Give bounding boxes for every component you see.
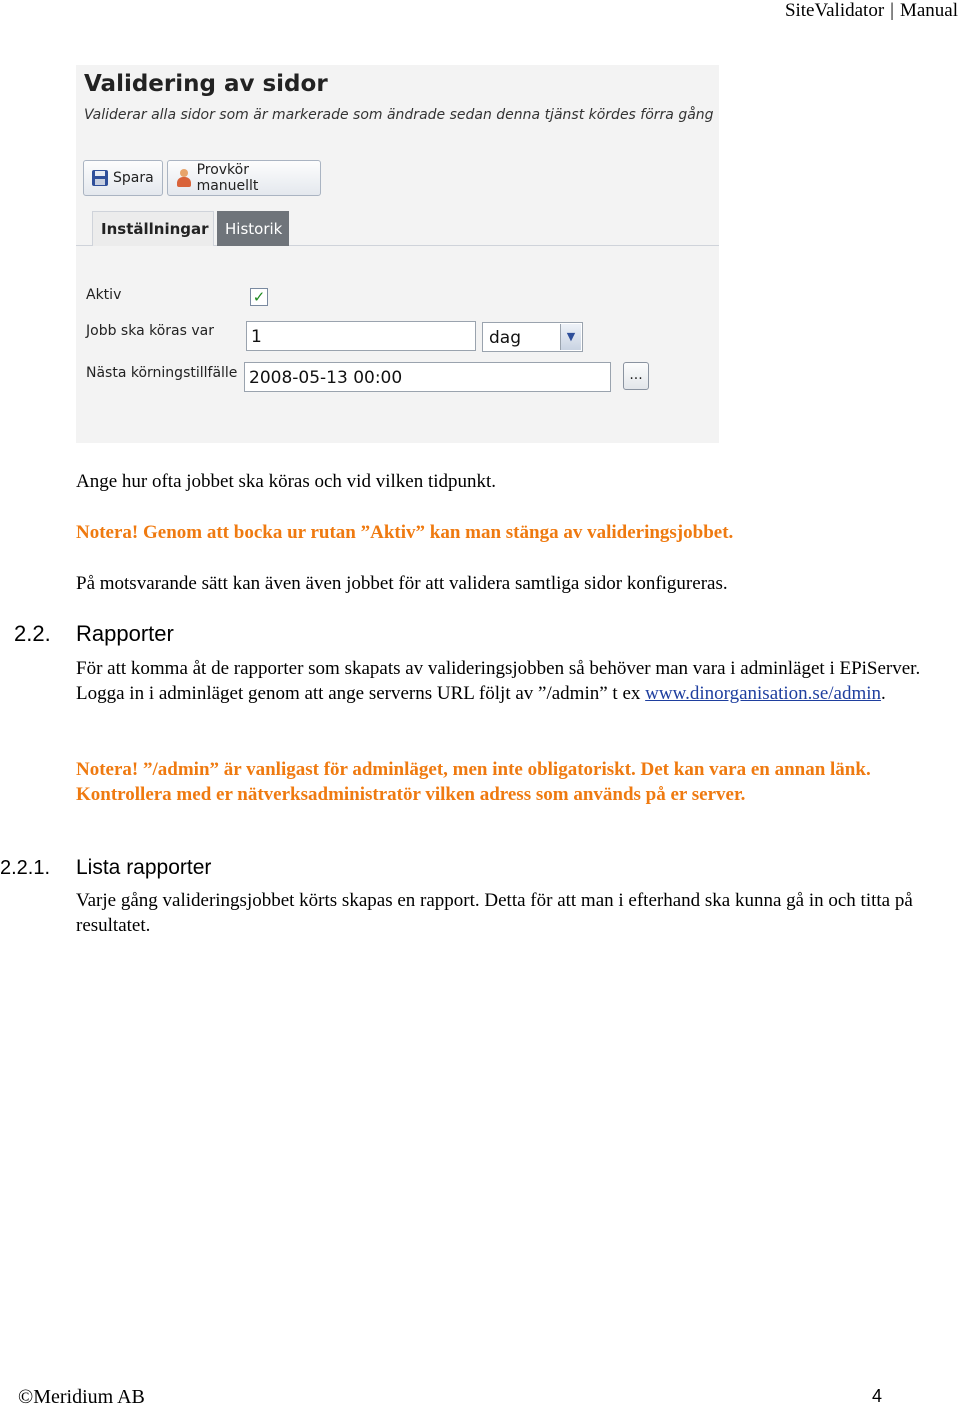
note-admin: Notera! ”/admin” är vanligast för adminläget, men inte obligatoriskt. Det kan vara en annan länk. Kontrollera med er nätverksadministratör vilken adress som används på er server.: [76, 759, 871, 805]
tab-history-label: Historik: [225, 219, 283, 238]
chevron-down-icon[interactable]: ▼: [560, 324, 581, 350]
admin-link[interactable]: www.dinorganisation.se/admin: [645, 683, 882, 704]
paragraph-reports-end: .: [881, 683, 886, 704]
paragraph-schedule: Ange hur ofta jobbet ska köras och vid vilken tidpunkt.: [76, 471, 497, 492]
tab-settings[interactable]: [92, 211, 214, 246]
screenshot-subtitle: Validerar alla sidor som är markerade som ändrade sedan denna tjänst kördes förra gång: [84, 107, 714, 123]
page-header: SiteValidator | Manual: [784, 0, 958, 21]
screenshot-title: Validering av sidor: [84, 71, 328, 97]
subsection-number: 2.2.1.: [0, 857, 51, 879]
footer-company: ©Meridium AB: [18, 1386, 145, 1408]
paragraph-reports: [76, 656, 956, 706]
paragraph-configure: På motsvarande sätt kan även även jobbet för att validera samtliga sidor konfigureras.: [76, 573, 728, 594]
date-picker-button[interactable]: ...: [623, 362, 649, 390]
run-manually-button[interactable]: [167, 160, 321, 196]
tab-history[interactable]: [217, 211, 289, 246]
interval-unit-select[interactable]: [482, 322, 583, 352]
active-label: Aktiv: [86, 287, 122, 303]
active-checkbox[interactable]: ✓: [250, 288, 268, 306]
paragraph-reports-text: För att komma åt de rapporter som skapats av valideringsjobben så behöver man vara i adminläget i EPiServer. Logga in i adminläget genom att ange serverns URL följt av ”/admin” t ex: [76, 658, 921, 704]
run-manually-label: Provkör manuellt: [196, 162, 259, 194]
settings-screenshot: [76, 65, 719, 443]
section-number: 2.2.: [14, 621, 51, 646]
interval-input[interactable]: 1: [246, 321, 476, 351]
subsection-title: Lista rapporter: [76, 856, 212, 879]
next-run-input[interactable]: 2008-05-13 00:00: [244, 362, 611, 392]
page-number: 4: [872, 1386, 883, 1406]
interval-label: Jobb ska köras var: [86, 323, 214, 339]
save-button[interactable]: [83, 160, 163, 196]
interval-unit-value: dag: [489, 328, 521, 348]
note-active: Notera! Genom att bocka ur rutan ”Aktiv” kan man stänga av valideringsjobbet.: [76, 522, 734, 543]
next-run-label: Nästa körningstillfälle: [86, 365, 238, 381]
tab-settings-label: Inställningar: [101, 220, 209, 238]
person-icon: [176, 169, 192, 187]
header-product: SiteValidator: [784, 0, 885, 21]
paragraph-list-reports: Varje gång valideringsjobbet körts skapas en rapport. Detta för att man i efterhand ska kunna gå in och titta på resultatet.: [76, 890, 913, 936]
header-doc: Manual: [899, 0, 958, 21]
floppy-disk-icon: [92, 170, 108, 186]
section-title: Rapporter: [76, 621, 174, 646]
save-button-label: Spara: [113, 170, 154, 186]
